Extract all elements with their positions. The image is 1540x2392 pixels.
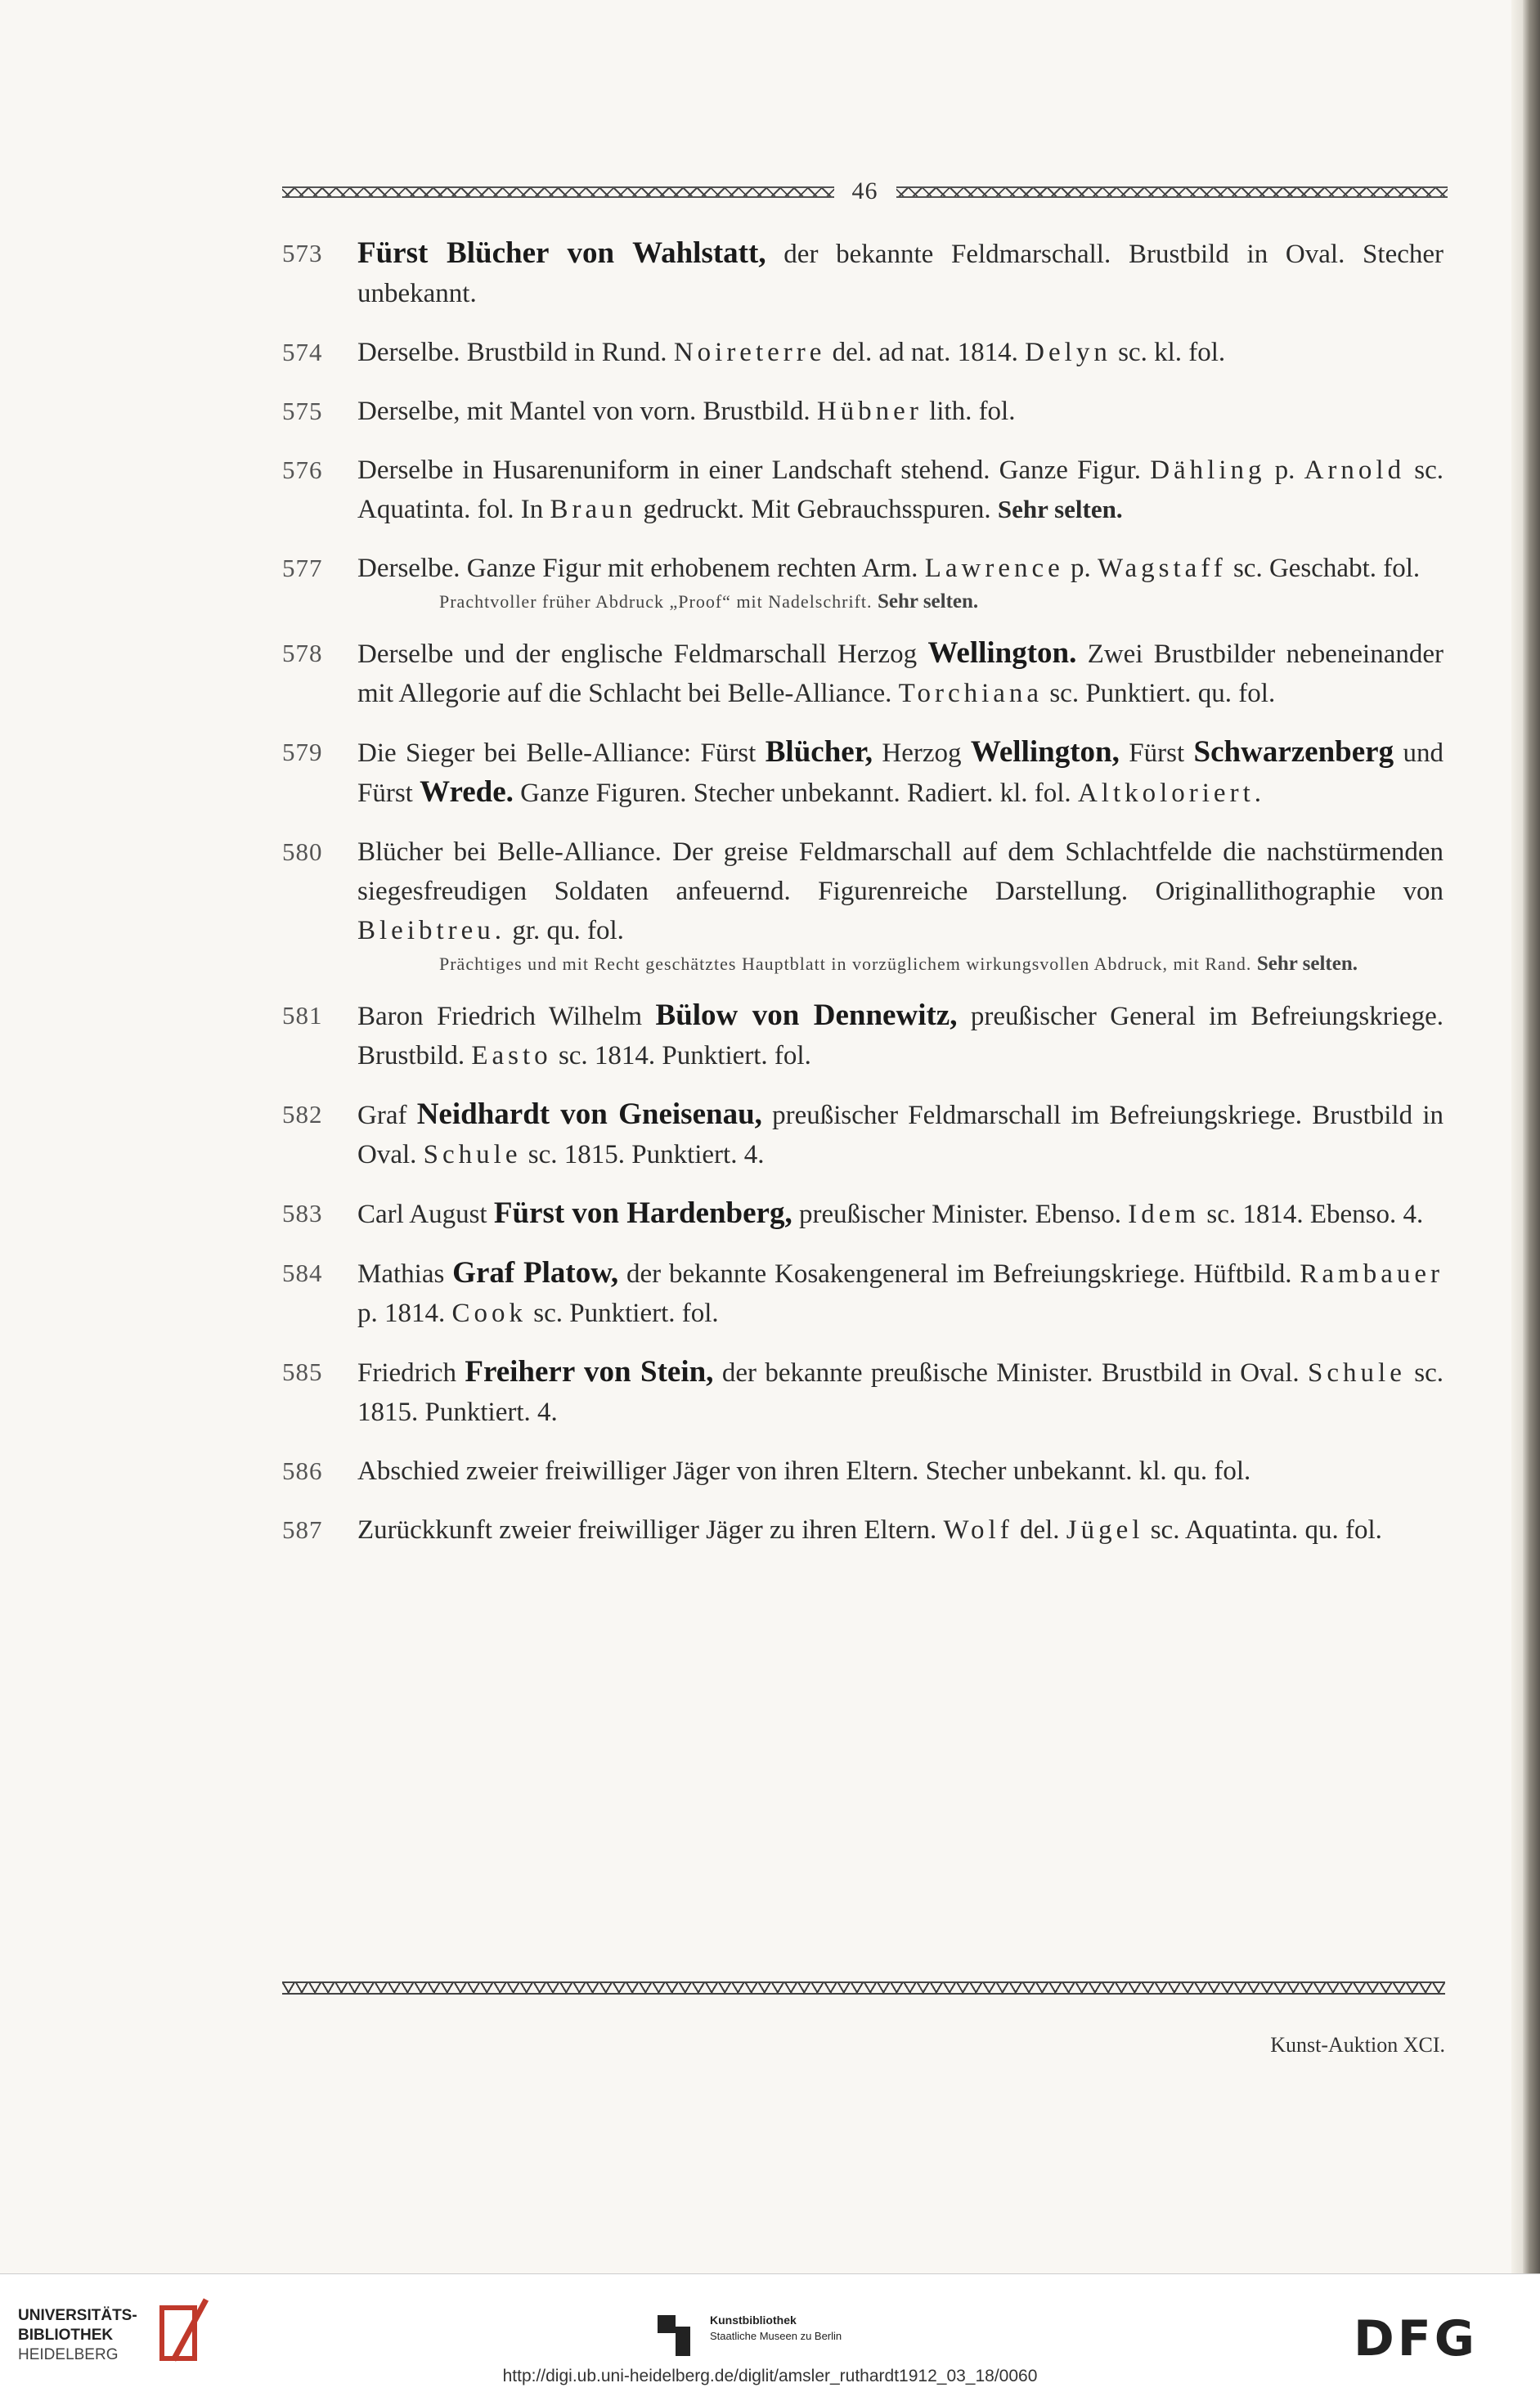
entry-text-segment: Mathias <box>357 1259 453 1289</box>
entry-text-segment: Carl August <box>357 1200 494 1229</box>
entry-text-segment: Derselbe und der englische Feldmarschall Herzog <box>357 640 928 669</box>
kb-line-1: Kunstbibliothek <box>710 2313 797 2327</box>
entry-subject-name: Bülow von Dennewitz, <box>655 999 958 1032</box>
entry-number: 573 <box>282 239 323 267</box>
entry-footnote <box>357 952 1443 976</box>
entry-number: 575 <box>282 397 323 425</box>
catalog-entry <box>282 832 1443 976</box>
entry-text-segment: der bekannte preußische Minister. Brustbild in Oval. <box>713 1358 1309 1388</box>
entry-text-segment: p. 1814. <box>357 1299 452 1328</box>
entry-number: 583 <box>282 1199 323 1227</box>
artist-name: Lawrence <box>924 554 1064 583</box>
entry-text-segment: p. <box>1265 456 1304 485</box>
entry-text <box>357 549 1443 588</box>
artist-name: Easto <box>471 1041 552 1070</box>
catalog-entry <box>282 1510 1443 1550</box>
entry-number: 580 <box>282 837 323 866</box>
entry-text-segment: Zwei Brustbilder nebeneinander mit Allegorie auf die Schlacht bei Belle-Alliance. <box>357 640 1443 708</box>
page-edge-shadow <box>1511 0 1523 2273</box>
entry-text-segment: sc. 1815. Punktiert. 4. <box>357 1358 1444 1427</box>
catalog-entry <box>282 333 1443 372</box>
ub-heidelberg-logo-icon[interactable] <box>157 2296 211 2363</box>
catalog-entry <box>282 634 1443 713</box>
catalog-entry <box>282 1095 1443 1174</box>
entry-footnote <box>357 590 1443 614</box>
catalog-entry <box>282 1353 1443 1432</box>
entry-text-segment: preußischer Feldmarschall im Befreiungskriege. Brustbild in Oval. <box>357 1101 1443 1169</box>
artist-name: Noireterre <box>673 338 826 367</box>
entry-number: 576 <box>282 456 323 484</box>
catalog-entry <box>282 234 1443 313</box>
entry-text-segment: gedruckt. Mit Gebrauchsspuren. <box>636 495 998 524</box>
artist-name: Altkoloriert. <box>1077 779 1265 808</box>
entry-number: 581 <box>282 1001 323 1030</box>
catalog-label: Kunst-Auktion XCI. <box>1270 2033 1445 2057</box>
entry-text-segment: Ganze Figuren. Stecher unbekannt. Radiert. kl. fol. <box>513 779 1078 808</box>
entry-text <box>357 392 1443 431</box>
artist-name: Wagstaff <box>1098 554 1227 583</box>
entry-text <box>357 733 1443 813</box>
entry-text-segment: der bekannte Kosakengeneral im Befreiungskriege. Hüftbild. <box>618 1259 1300 1289</box>
catalog-entry <box>282 451 1443 529</box>
entry-number: 584 <box>282 1259 323 1287</box>
entry-text-segment: lith. fol. <box>922 397 1016 426</box>
entry-text-segment: sc. 1814. Punktiert. fol. <box>551 1041 811 1070</box>
ub-heidelberg-logo-text[interactable] <box>18 2306 137 2365</box>
entry-text-segment: Die Sieger bei Belle-Alliance: Fürst <box>357 738 766 768</box>
artist-name: Bleibtreu. <box>357 916 506 945</box>
artist-name: Idem <box>1128 1200 1201 1229</box>
ub-line-3: HEIDELBERG <box>18 2346 119 2363</box>
rarity-note: Sehr selten. <box>997 495 1123 523</box>
entry-text <box>357 634 1443 713</box>
entry-text-segment: Derselbe, mit Mantel von vorn. Brustbild. <box>357 397 817 426</box>
entry-subject-name: Wellington. <box>927 636 1077 670</box>
entry-text-segment: Graf <box>357 1101 417 1130</box>
entry-text-segment: preußischer Minister. Ebenso. <box>792 1200 1129 1229</box>
entry-text-segment: gr. qu. fol. <box>505 916 624 945</box>
entry-text-segment: preußischer General im Befreiungskriege. Brustbild. <box>357 1002 1443 1070</box>
artist-name: Jügel <box>1066 1515 1144 1545</box>
artist-name: Hübner <box>816 397 923 426</box>
entry-number: 578 <box>282 639 323 667</box>
dfg-logo[interactable]: DFG <box>1354 2310 1479 2367</box>
header-ornament-left <box>282 186 834 198</box>
page-number: 46 <box>851 177 878 204</box>
catalog-entry <box>282 733 1443 813</box>
entry-text-segment: p. <box>1063 554 1098 583</box>
entry-subject-name: Freiherr von Stein, <box>465 1355 714 1389</box>
entry-number: 574 <box>282 338 323 366</box>
entry-text-segment: sc. Punktiert. qu. fol. <box>1043 679 1276 708</box>
entry-text-segment: Blücher bei Belle-Alliance. Der greise Feldmarschall auf dem Schlachtfelde die nachstürmenden siegesfreudigen Soldaten anfeuernd. Figurenreiche Darstellung. Originallithographie von <box>357 837 1443 906</box>
entry-text-segment: Fürst <box>1119 738 1194 768</box>
entry-text-segment: del. <box>1012 1515 1066 1545</box>
artist-name: Cook <box>451 1299 528 1328</box>
entry-subject-name: Wellington, <box>970 735 1120 769</box>
entry-text <box>357 1452 1443 1491</box>
artist-name: Rambauer <box>1300 1259 1443 1289</box>
entry-text-segment: sc. Punktiert. fol. <box>527 1299 719 1328</box>
entry-text-segment: sc. Geschabt. fol. <box>1226 554 1421 583</box>
ub-line-2: BIBLIOTHEK <box>18 2327 114 2344</box>
entry-number: 579 <box>282 738 323 766</box>
catalog-entries <box>282 234 1443 1569</box>
artist-name: Arnold <box>1304 456 1406 485</box>
catalog-entry <box>282 1194 1443 1234</box>
entry-text <box>357 1510 1443 1550</box>
entry-text-segment: Derselbe in Husarenuniform in einer Landschaft stehend. Ganze Figur. <box>357 456 1151 485</box>
entry-text-segment: Herzog <box>872 738 971 768</box>
entry-number: 585 <box>282 1358 323 1386</box>
book-spine-edge <box>1523 0 1540 2273</box>
ub-line-1: UNIVERSITÄTS- <box>18 2307 137 2324</box>
entry-number: 587 <box>282 1515 323 1544</box>
artist-name: Torchiana <box>898 679 1044 708</box>
entry-text <box>357 451 1443 529</box>
entry-text <box>357 333 1443 372</box>
artist-name: Dähling <box>1150 456 1266 485</box>
entry-subject-name: Fürst von Hardenberg, <box>493 1196 792 1230</box>
rarity-note: Sehr selten. <box>878 590 979 613</box>
kb-line-2: Staatliche Museen zu Berlin <box>710 2330 842 2342</box>
page-header <box>282 177 1448 206</box>
entry-text-segment: Baron Friedrich Wilhelm <box>357 1002 656 1031</box>
entry-text <box>357 1353 1443 1432</box>
entry-text-segment: Derselbe. Ganze Figur mit erhobenem rechten Arm. <box>357 554 925 583</box>
catalog-entry <box>282 1452 1443 1491</box>
artist-name: Wolf <box>943 1515 1013 1545</box>
entry-text-segment: Derselbe. Brustbild in Rund. <box>357 338 674 367</box>
entry-subject-name: Wrede. <box>420 775 514 809</box>
entry-number: 582 <box>282 1100 323 1129</box>
entry-text-segment: und Fürst <box>357 738 1444 808</box>
permalink-url[interactable]: http://digi.ub.uni-heidelberg.de/diglit/amsler_ruthardt1912_03_18/0060 <box>502 2367 1038 2385</box>
kunstbibliothek-logo-text[interactable] <box>710 2313 842 2344</box>
catalog-entry <box>282 1254 1443 1333</box>
entry-text <box>357 996 1443 1075</box>
header-ornament-right <box>896 186 1448 198</box>
entry-subject-name: Neidhardt von Gneisenau, <box>416 1097 762 1131</box>
kunstbibliothek-logo-icon[interactable] <box>654 2310 702 2359</box>
entry-text <box>357 1194 1443 1234</box>
entry-text-segment: Friedrich <box>357 1358 465 1388</box>
entry-text <box>357 1254 1443 1333</box>
entry-text <box>357 234 1443 313</box>
entry-subject-name: Graf Platow, <box>452 1256 619 1290</box>
entry-text-segment: sc. 1814. Ebenso. 4. <box>1200 1200 1424 1229</box>
artist-name: Schule <box>1308 1358 1406 1388</box>
artist-name: Braun <box>550 495 637 524</box>
entry-text-segment: der bekannte Feldmarschall. Brustbild in Oval. Stecher unbekannt. <box>357 240 1444 308</box>
entry-text-segment: Abschied zweier freiwilliger Jäger von ihren Eltern. Stecher unbekannt. kl. qu. fol. <box>357 1456 1251 1486</box>
rarity-note: Sehr selten. <box>1256 953 1358 975</box>
entry-subject-name: Blücher, <box>765 735 873 769</box>
catalog-entry <box>282 392 1443 431</box>
entry-subject-name: Fürst Blücher von Wahlstatt, <box>357 236 766 270</box>
entry-text-segment: sc. Aquatinta. qu. fol. <box>1143 1515 1382 1545</box>
entry-text-segment: sc. kl. fol. <box>1111 338 1226 367</box>
entry-number: 577 <box>282 554 323 582</box>
footnote-text: Prachtvoller früher Abdruck „Proof“ mit Nadelschrift. <box>439 591 878 612</box>
entry-subject-name: Schwarzenberg <box>1193 735 1394 769</box>
artist-name: Delyn <box>1025 338 1111 367</box>
footer-ornament <box>282 1981 1445 1995</box>
entry-text-segment: sc. 1815. Punktiert. 4. <box>521 1140 765 1169</box>
artist-name: Schule <box>423 1140 522 1169</box>
entry-text-segment: Zurückkunft zweier freiwilliger Jäger zu ihren Eltern. <box>357 1515 944 1545</box>
entry-text-segment: sc. Aquatinta. fol. In <box>357 456 1443 524</box>
entry-number: 586 <box>282 1456 323 1485</box>
catalog-entry <box>282 549 1443 614</box>
entry-text <box>357 832 1443 950</box>
entry-text <box>357 1095 1443 1174</box>
footnote-text: Prächtiges und mit Recht geschätztes Hauptblatt in vorzüglichem wirkungsvollen Abdruck, mit Rand. <box>439 954 1257 974</box>
catalog-entry <box>282 996 1443 1075</box>
entry-text-segment: del. ad nat. 1814. <box>825 338 1026 367</box>
